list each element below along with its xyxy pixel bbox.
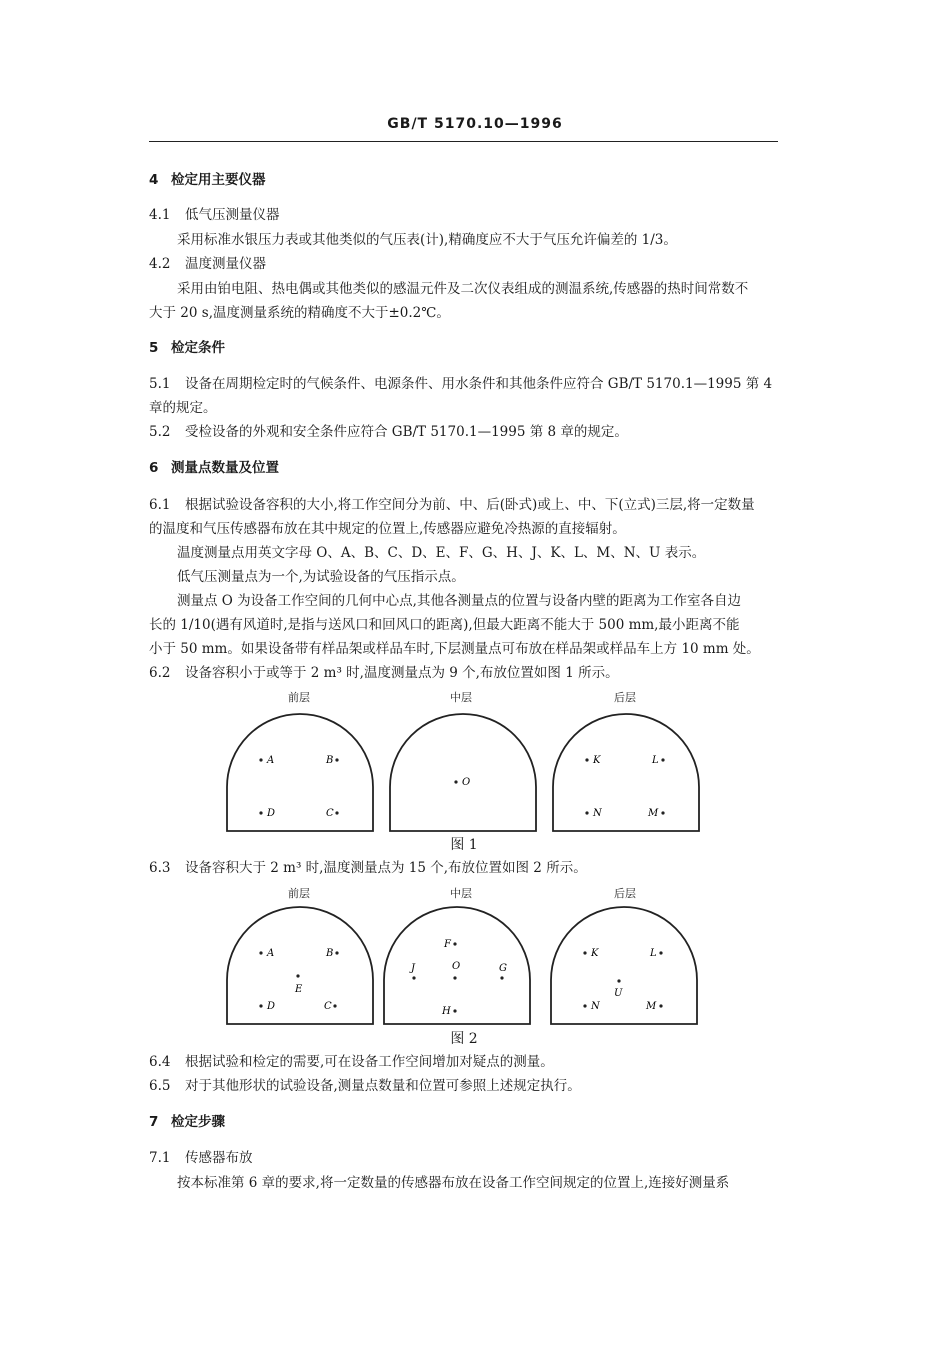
fig2-caption: 图 2	[450, 1031, 478, 1047]
clause-6-5	[149, 1074, 581, 1098]
header-rule	[149, 141, 778, 142]
clause-6-1-number: 6.1	[149, 497, 171, 513]
clause-6-1-text-line-7: 小于 50 mm。如果设备带有样品架或样品车时,下层测量点可布放在样品架或样品车上方 10 mm 处。	[149, 641, 760, 657]
fig1-point-d: D	[267, 808, 276, 819]
section-4-heading	[149, 168, 266, 192]
clause-5-2-number: 5.2	[149, 424, 171, 440]
clause-5-2	[149, 420, 628, 444]
section-7-number: 7	[149, 1114, 159, 1130]
fig2-point-h: H	[442, 1006, 451, 1017]
fig1-point-b: B	[326, 755, 334, 766]
section-6-heading	[149, 456, 279, 480]
section-4-title: 检定用主要仪器	[171, 172, 266, 188]
clause-6-5-text: 对于其他形状的试验设备,测量点数量和位置可参照上述规定执行。	[185, 1078, 581, 1094]
fig2-label-middle: 中层	[450, 887, 472, 900]
clause-7-1-number: 7.1	[149, 1150, 171, 1166]
clause-6-4	[149, 1050, 554, 1074]
fig2-point-n: N	[591, 1001, 600, 1012]
fig1-point-n: N	[593, 808, 602, 819]
clause-4-2-number: 4.2	[149, 256, 171, 272]
clause-6-4-text: 根据试验和检定的需要,可在设备工作空间增加对疑点的测量。	[185, 1054, 554, 1070]
fig1-point-k: K	[593, 755, 601, 766]
fig2-point-g: G	[499, 963, 507, 974]
section-5-heading	[149, 336, 225, 360]
fig2-middle-chamber	[382, 905, 532, 1026]
clause-6-1-text-line-2: 的温度和气压传感器布放在其中规定的位置上,传感器应避免冷热源的直接辐射。	[149, 521, 626, 537]
clause-7-1-heading	[149, 1146, 253, 1170]
clause-4-1-heading	[149, 203, 280, 227]
fig1-point-o: O	[462, 777, 471, 788]
clause-6-2-text: 设备容积小于或等于 2 m³ 时,温度测量点为 9 个,布放位置如图 1 所示。	[185, 665, 619, 681]
standard-code: GB/T 5170.10—1996	[387, 116, 563, 132]
fig1-label-front: 前层	[288, 691, 310, 704]
clause-5-1-text-1: 设备在周期检定时的气候条件、电源条件、用水条件和其他条件应符合 GB/T 5170.1—1995 第 4	[185, 376, 773, 392]
clause-4-2-text-line-2: 大于 20 s,温度测量系统的精确度不大于±0.2℃。	[149, 305, 450, 321]
fig2-point-m: M	[646, 1001, 657, 1012]
clause-6-1-text-line-5: 测量点 O 为设备工作空间的几何中心点,其他各测量点的位置与设备内壁的距离为工作室各自边	[177, 593, 741, 609]
fig2-label-front: 前层	[288, 887, 310, 900]
fig1-point-a: A	[267, 755, 275, 766]
clause-6-3	[149, 856, 587, 880]
clause-6-2-number: 6.2	[149, 665, 171, 681]
section-6-number: 6	[149, 460, 159, 476]
clause-4-1-title: 低气压测量仪器	[185, 207, 280, 223]
fig1-back-chamber	[551, 712, 701, 833]
section-6-title: 测量点数量及位置	[171, 460, 279, 476]
fig2-point-e: E	[295, 984, 303, 995]
fig2-point-f: F	[444, 939, 451, 950]
section-7-heading	[149, 1110, 225, 1134]
fig2-point-l: L	[650, 948, 657, 959]
clause-7-1-title: 传感器布放	[185, 1150, 253, 1166]
section-5-number: 5	[149, 340, 159, 356]
fig2-point-k: K	[591, 948, 599, 959]
clause-7-1-text: 按本标准第 6 章的要求,将一定数量的传感器布放在设备工作空间规定的位置上,连接好测量系	[177, 1175, 730, 1191]
fig2-front-chamber	[225, 905, 375, 1026]
fig2-back-chamber	[549, 905, 699, 1026]
fig2-point-a: A	[267, 948, 275, 959]
fig1-caption: 图 1	[450, 837, 478, 853]
fig2-point-d: D	[267, 1001, 276, 1012]
fig2-point-j: J	[411, 963, 416, 974]
fig1-label-back: 后层	[614, 691, 636, 704]
clause-5-1-number: 5.1	[149, 376, 171, 392]
clause-6-5-number: 6.5	[149, 1078, 171, 1094]
clause-6-1-text-line-4: 低气压测量点为一个,为试验设备的气压指示点。	[177, 569, 465, 585]
section-7-title: 检定步骤	[171, 1114, 225, 1130]
clause-6-1-line-1	[149, 493, 755, 517]
clause-4-2-title: 温度测量仪器	[185, 256, 266, 272]
clause-6-1-text-1: 根据试验设备容积的大小,将工作空间分为前、中、后(卧式)或上、中、下(立式)三层,将一定数量	[185, 497, 755, 513]
clause-4-1-number: 4.1	[149, 207, 171, 223]
fig2-point-c: C	[324, 1001, 332, 1012]
clause-6-4-number: 6.4	[149, 1054, 171, 1070]
clause-5-1-line-1	[149, 372, 772, 396]
clause-4-2-text-line-1: 采用由铂电阻、热电偶或其他类似的感温元件及二次仪表组成的测温系统,传感器的热时间常数不	[177, 281, 749, 297]
fig2-point-o: O	[452, 961, 461, 972]
clause-5-2-text: 受检设备的外观和安全条件应符合 GB/T 5170.1—1995 第 8 章的规定。	[185, 424, 628, 440]
fig1-point-m: M	[648, 808, 659, 819]
clause-6-3-number: 6.3	[149, 860, 171, 876]
section-4-number: 4	[149, 172, 159, 188]
fig1-label-middle: 中层	[450, 691, 472, 704]
fig1-point-l: L	[652, 755, 659, 766]
section-5-title: 检定条件	[171, 340, 225, 356]
fig2-label-back: 后层	[614, 887, 636, 900]
clause-6-3-text: 设备容积大于 2 m³ 时,温度测量点为 15 个,布放位置如图 2 所示。	[185, 860, 587, 876]
clause-4-1-text: 采用标准水银压力表或其他类似的气压表(计),精确度应不大于气压允许偏差的 1/3。	[177, 232, 677, 248]
fig1-point-c: C	[326, 808, 334, 819]
fig2-point-b: B	[326, 948, 334, 959]
clause-6-2	[149, 661, 619, 685]
clause-5-1-text-line-2: 章的规定。	[149, 400, 217, 416]
clause-4-2-heading	[149, 252, 266, 276]
clause-6-1-text-line-3: 温度测量点用英文字母 O、A、B、C、D、E、F、G、H、J、K、L、M、N、U 表示。	[177, 545, 706, 561]
fig1-front-chamber	[225, 712, 375, 833]
fig2-point-u: U	[614, 988, 623, 999]
clause-6-1-text-line-6: 长的 1/10(遇有风道时,是指与送风口和回风口的距离),但最大距离不能大于 500 mm,最小距离不能	[149, 617, 740, 633]
fig1-middle-chamber	[388, 712, 538, 833]
